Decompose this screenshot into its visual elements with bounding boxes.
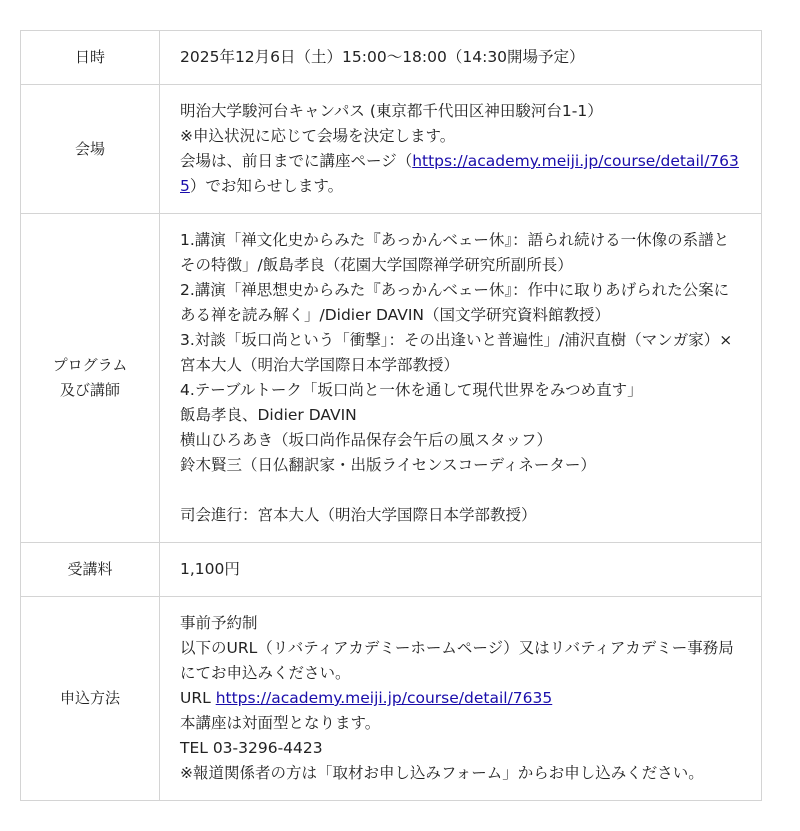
venue-address: 明治大学駿河台キャンパス (東京都千代田区神田駿河台1-1）	[180, 102, 603, 120]
apply-format-note: 本講座は対面型となります。	[180, 714, 381, 732]
venue-announcement-prefix: 会場は、前日までに講座ページ（	[180, 152, 413, 170]
date-text: 2025年12月6日（土）15:00～18:00（14:30開場予定）	[180, 48, 585, 66]
course-page-link[interactable]: https://academy.meiji.jp/course/detail/7635	[180, 152, 739, 195]
fee-row	[21, 543, 762, 597]
venue-announcement-suffix: ）でお知らせします。	[189, 177, 344, 195]
apply-press-note: ※報道関係者の方は「取材お申し込みフォーム」からお申し込みください。	[180, 764, 704, 782]
fee-value	[160, 543, 762, 597]
apply-reservation: 事前予約制	[180, 614, 258, 632]
fee-label: 受講料	[21, 543, 160, 597]
date-row	[21, 31, 762, 85]
program-item-3: 3.対談「坂口尚という「衝撃」：その出逢いと普遍性」/浦沢直樹（マンガ家）×宮本大人（明治大学国際日本学部教授）	[180, 331, 733, 374]
panelist-1: 飯島孝良、Didier DAVIN	[180, 406, 357, 424]
venue-row	[21, 85, 762, 214]
panelist-2: 横山ひろあき（坂口尚作品保存会午后の風スタッフ）	[180, 431, 553, 449]
program-item-2: 2.講演「禅思想史からみた『あっかんベェー休』：作中に取りあげられた公案にある禅を読み解く」/Didier DAVIN（国文学研究資料館教授）	[180, 281, 730, 324]
fee-text: 1,100円	[180, 560, 240, 578]
program-item-4: 4.テーブルトーク「坂口尚と一休を通して現代世界をみつめ直す」	[180, 381, 643, 399]
apply-instructions: 以下のURL（リバティアカデミーホームページ）又はリバティアカデミー事務局にてお申込みください。	[180, 639, 734, 682]
program-label	[21, 214, 160, 543]
panelist-3: 鈴木賢三（日仏翻訳家・出版ライセンスコーディネーター）	[180, 456, 596, 474]
venue-note: ※申込状況に応じて会場を決定します。	[180, 127, 456, 145]
apply-url-line	[180, 686, 741, 711]
venue-label: 会場	[21, 85, 160, 214]
event-info-table	[20, 30, 762, 801]
date-label: 日時	[21, 31, 160, 85]
moderator: 司会進行：宮本大人（明治大学国際日本学部教授）	[180, 506, 537, 524]
program-label-line1: プログラム	[52, 356, 128, 374]
venue-announcement	[180, 149, 741, 199]
apply-row	[21, 597, 762, 801]
apply-tel: TEL 03-3296-4423	[180, 739, 323, 757]
apply-url-prefix: URL	[180, 689, 216, 707]
apply-value	[160, 597, 762, 801]
program-spacer	[180, 478, 741, 503]
program-label-line2: 及び講師	[59, 381, 120, 399]
program-value	[160, 214, 762, 543]
program-row	[21, 214, 762, 543]
date-value	[160, 31, 762, 85]
program-item-1: 1.講演「禅文化史からみた『あっかんベェー休』：語られ続ける一休像の系譜とその特徴」/飯島孝良（花園大学国際禅学研究所副所長）	[180, 231, 730, 274]
apply-label: 申込方法	[21, 597, 160, 801]
venue-value	[160, 85, 762, 214]
apply-url-link[interactable]: https://academy.meiji.jp/course/detail/7635	[215, 689, 553, 707]
